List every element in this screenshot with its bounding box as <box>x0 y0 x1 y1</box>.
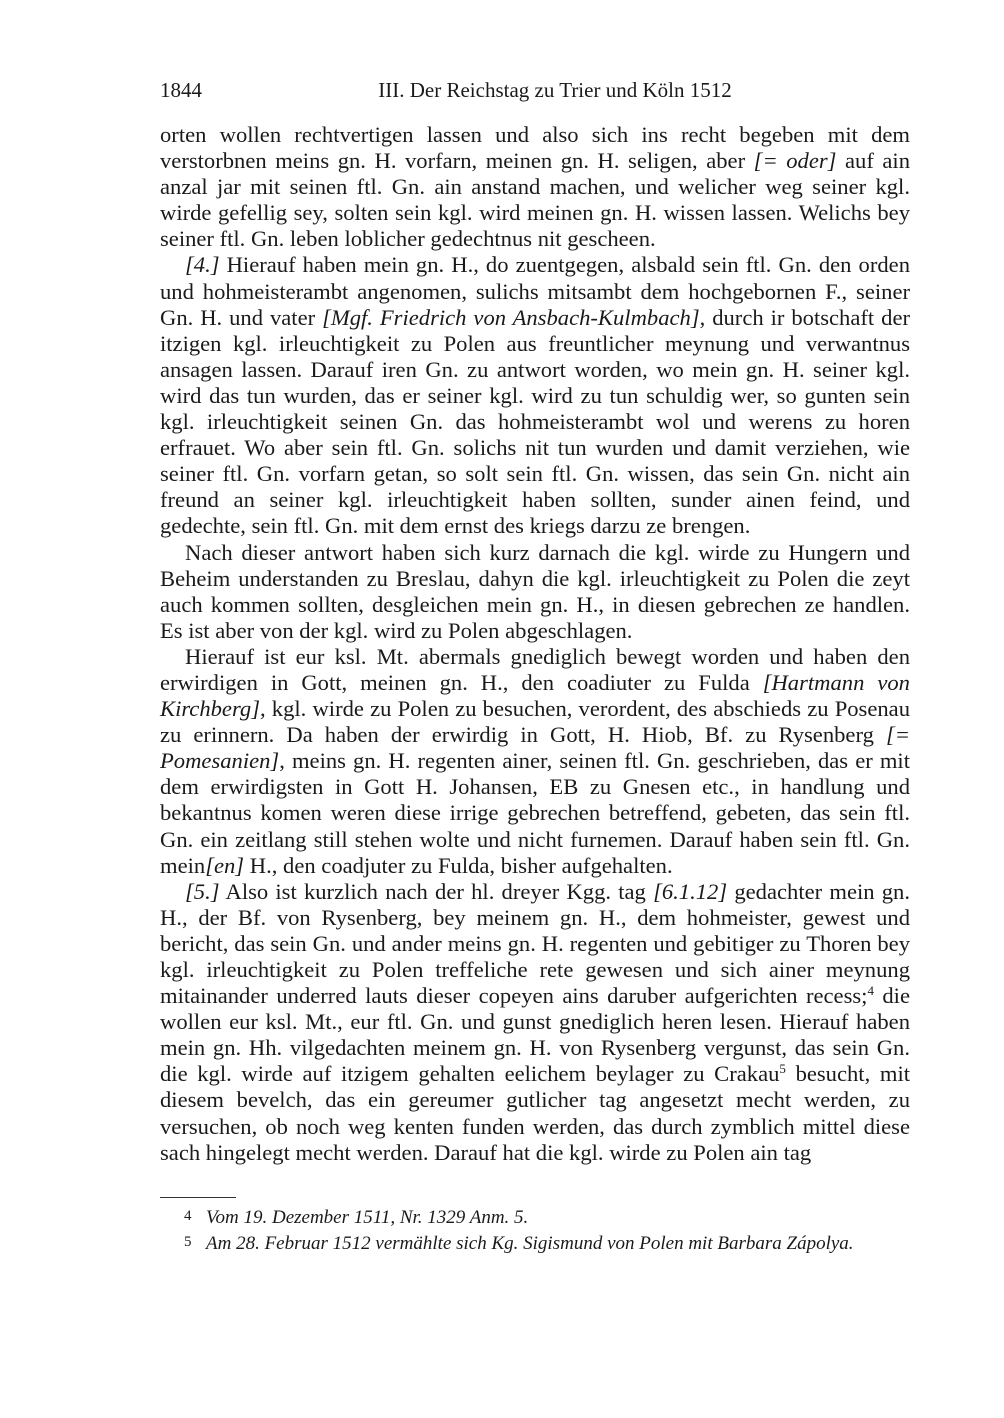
paragraph-text: Nach dieser antwort haben sich kurz darnach die kgl. wirde zu Hungern und Beheim understanden zu Breslau, dahyn die kgl. irleuchtigkeit zu Polen die zeyt auch kommen sollten, desgleichen mein gn. H., in diesen gebrechen ze handlen. Es ist aber von der kgl. wird zu Polen abgeschlagen. <box>160 539 910 643</box>
editorial-insertion: [en] <box>205 852 245 878</box>
footnote-reference: 5 <box>779 1061 786 1077</box>
paragraph-text: die wollen eur ksl. Mt., eur ftl. Gn. und gunst gnediglich heren lesen. Hierauf haben mein gn. Hh. vilgedachten meinem gn. H. von Rysenberg vergunst, das sein Gn. die kgl. wirde auf itzigem gehalten eelichem beylager zu Crakau <box>160 983 910 1087</box>
footnote <box>160 1230 920 1256</box>
footnote-number: 5 <box>184 1234 192 1250</box>
paragraph <box>160 122 910 252</box>
page-number: 1844 <box>160 78 202 102</box>
footnote-divider <box>160 1197 236 1198</box>
paragraph <box>160 879 910 1166</box>
editorial-insertion: [Hartmann von Kirchberg] <box>160 669 910 722</box>
footnotes <box>160 1204 920 1256</box>
footnote-number: 4 <box>184 1208 192 1224</box>
paragraph-text: gedachter mein gn. H., der Bf. von Rysenberg, bey meinem gn. H., dem hohmeister, gewest und bericht, das sein Gn. und ander meins gn. H. regenten und gebitiger zu Thoren bey kgl. irleuchtigkeit zu Polen treffeliche rete gewesen und sich ainer meynung mitainander underred lauts dieser copeyen ains daruber aufgerichten recess; <box>160 878 911 1009</box>
editorial-insertion: [5.] <box>185 878 220 904</box>
footnote-text: Vom 19. Dezember 1511, Nr. 1329 Anm. 5. <box>206 1207 529 1228</box>
paragraph-text: orten wollen rechtvertigen lassen und also sich ins recht begeben mit dem verstorbnen meins gn. H. vorfarn, meinen gn. H. seligen, aber <box>160 122 910 174</box>
paragraph-text: Hierauf ist eur ksl. Mt. abermals gnediglich bewegt worden und haben den erwirdigen in Gott, meinen gn. H., den coadiuter zu Fulda <box>160 643 910 695</box>
paragraph-text: , durch ir botschaft der itzigen kgl. irleuchtigkeit zu Polen aus freuntlicher meynung und verwantnus ansagen lassen. Darauf iren Gn. zu antwort worden, wo mein gn. H. seiner kgl. wird das tun wurden, das er seiner kgl. wird zu tun schuldig wer, so gunten sein kgl. irleuchtigkeit seinen Gn. das hohmeisterambt wol und werens zu horen erfrauet. Wo aber sein ftl. Gn. solichs nit tun wurden und damit verziehen, wie seiner ftl. Gn. vorfarn getan, so solt sein ftl. Gn. wissen, das sein Gn. nicht ain freund an seiner kgl. irleuchtigkeit haben sollten, sunder ainen feind, und gedechte, sein ftl. Gn. mit dem ernst des kriegs darzu ze brengen. <box>160 304 910 539</box>
paragraph <box>160 540 910 644</box>
paragraph-text: auf ain anzal jar mit seinen ftl. Gn. ain anstand machen, und welicher weg seiner kgl. wirde gefellig sey, solten sein kgl. wird meinen gn. H. wissen lassen. Welichs bey seiner ftl. Gn. leben loblicher gedechtnus nit gescheen. <box>160 148 910 252</box>
editorial-insertion: [= Pomesanien] <box>160 722 910 774</box>
editorial-insertion: [6.1.12] <box>653 878 728 904</box>
footnote-text: Am 28. Februar 1512 vermählte sich Kg. Sigismund von Polen mit Barbara Zápolya. <box>206 1233 854 1254</box>
editorial-insertion: [Mgf. Friedrich von Ansbach-Kulmbach] <box>322 304 700 330</box>
paragraph-text: Hierauf haben mein gn. H., do zuentgegen, alsbald sein ftl. Gn. den orden und hohmeisterambt angenomen, sulichs mitsambt dem hochgebornen F., seiner Gn. H. und vater <box>160 252 910 330</box>
paragraph <box>160 644 910 879</box>
editorial-insertion: [= oder] <box>753 148 837 174</box>
running-head <box>160 78 910 108</box>
footnote <box>160 1204 920 1230</box>
body-text <box>160 122 910 1166</box>
editorial-insertion: [4.] <box>185 252 220 278</box>
paragraph <box>160 252 910 539</box>
paragraph-text: , meins gn. H. regenten ainer, seinen ftl. Gn. geschrieben, das er mit dem erwirdigsten in Gott H. Johansen, EB zu Gnesen etc., in handlung und bekantnus komen weren diese irrige gebrechen betreffend, gebeten, das sein ftl. Gn. ein zeitlang still stehen wolte und nicht furnemen. Darauf haben sein ftl. Gn. mein <box>160 748 910 878</box>
paragraph-text: , kgl. wirde zu Polen zu besuchen, verordent, des abschieds zu Posenau zu erinnern. Da haben der erwirdig in Gott, H. Hiob, Bf. zu Rysenberg <box>160 696 910 748</box>
paragraph-text: H., den coadjuter zu Fulda, bisher aufgehalten. <box>244 852 673 878</box>
paragraph-text: Also ist kurzlich nach der hl. dreyer Kgg. tag <box>219 878 654 904</box>
paragraph-text: besucht, mit diesem bevelch, das ein gereumer gutlicher tag angesetzt mecht werden, zu versuchen, ob noch weg kenten funden werden, das durch zymblich mittel diese sach hingelegt mecht werden. Darauf hat die kgl. wirde zu Polen ain tag <box>160 1061 911 1165</box>
page <box>160 78 910 1166</box>
running-head-title: III. Der Reichstag zu Trier und Köln 1512 <box>378 78 732 102</box>
footnote-reference: 4 <box>867 983 874 999</box>
